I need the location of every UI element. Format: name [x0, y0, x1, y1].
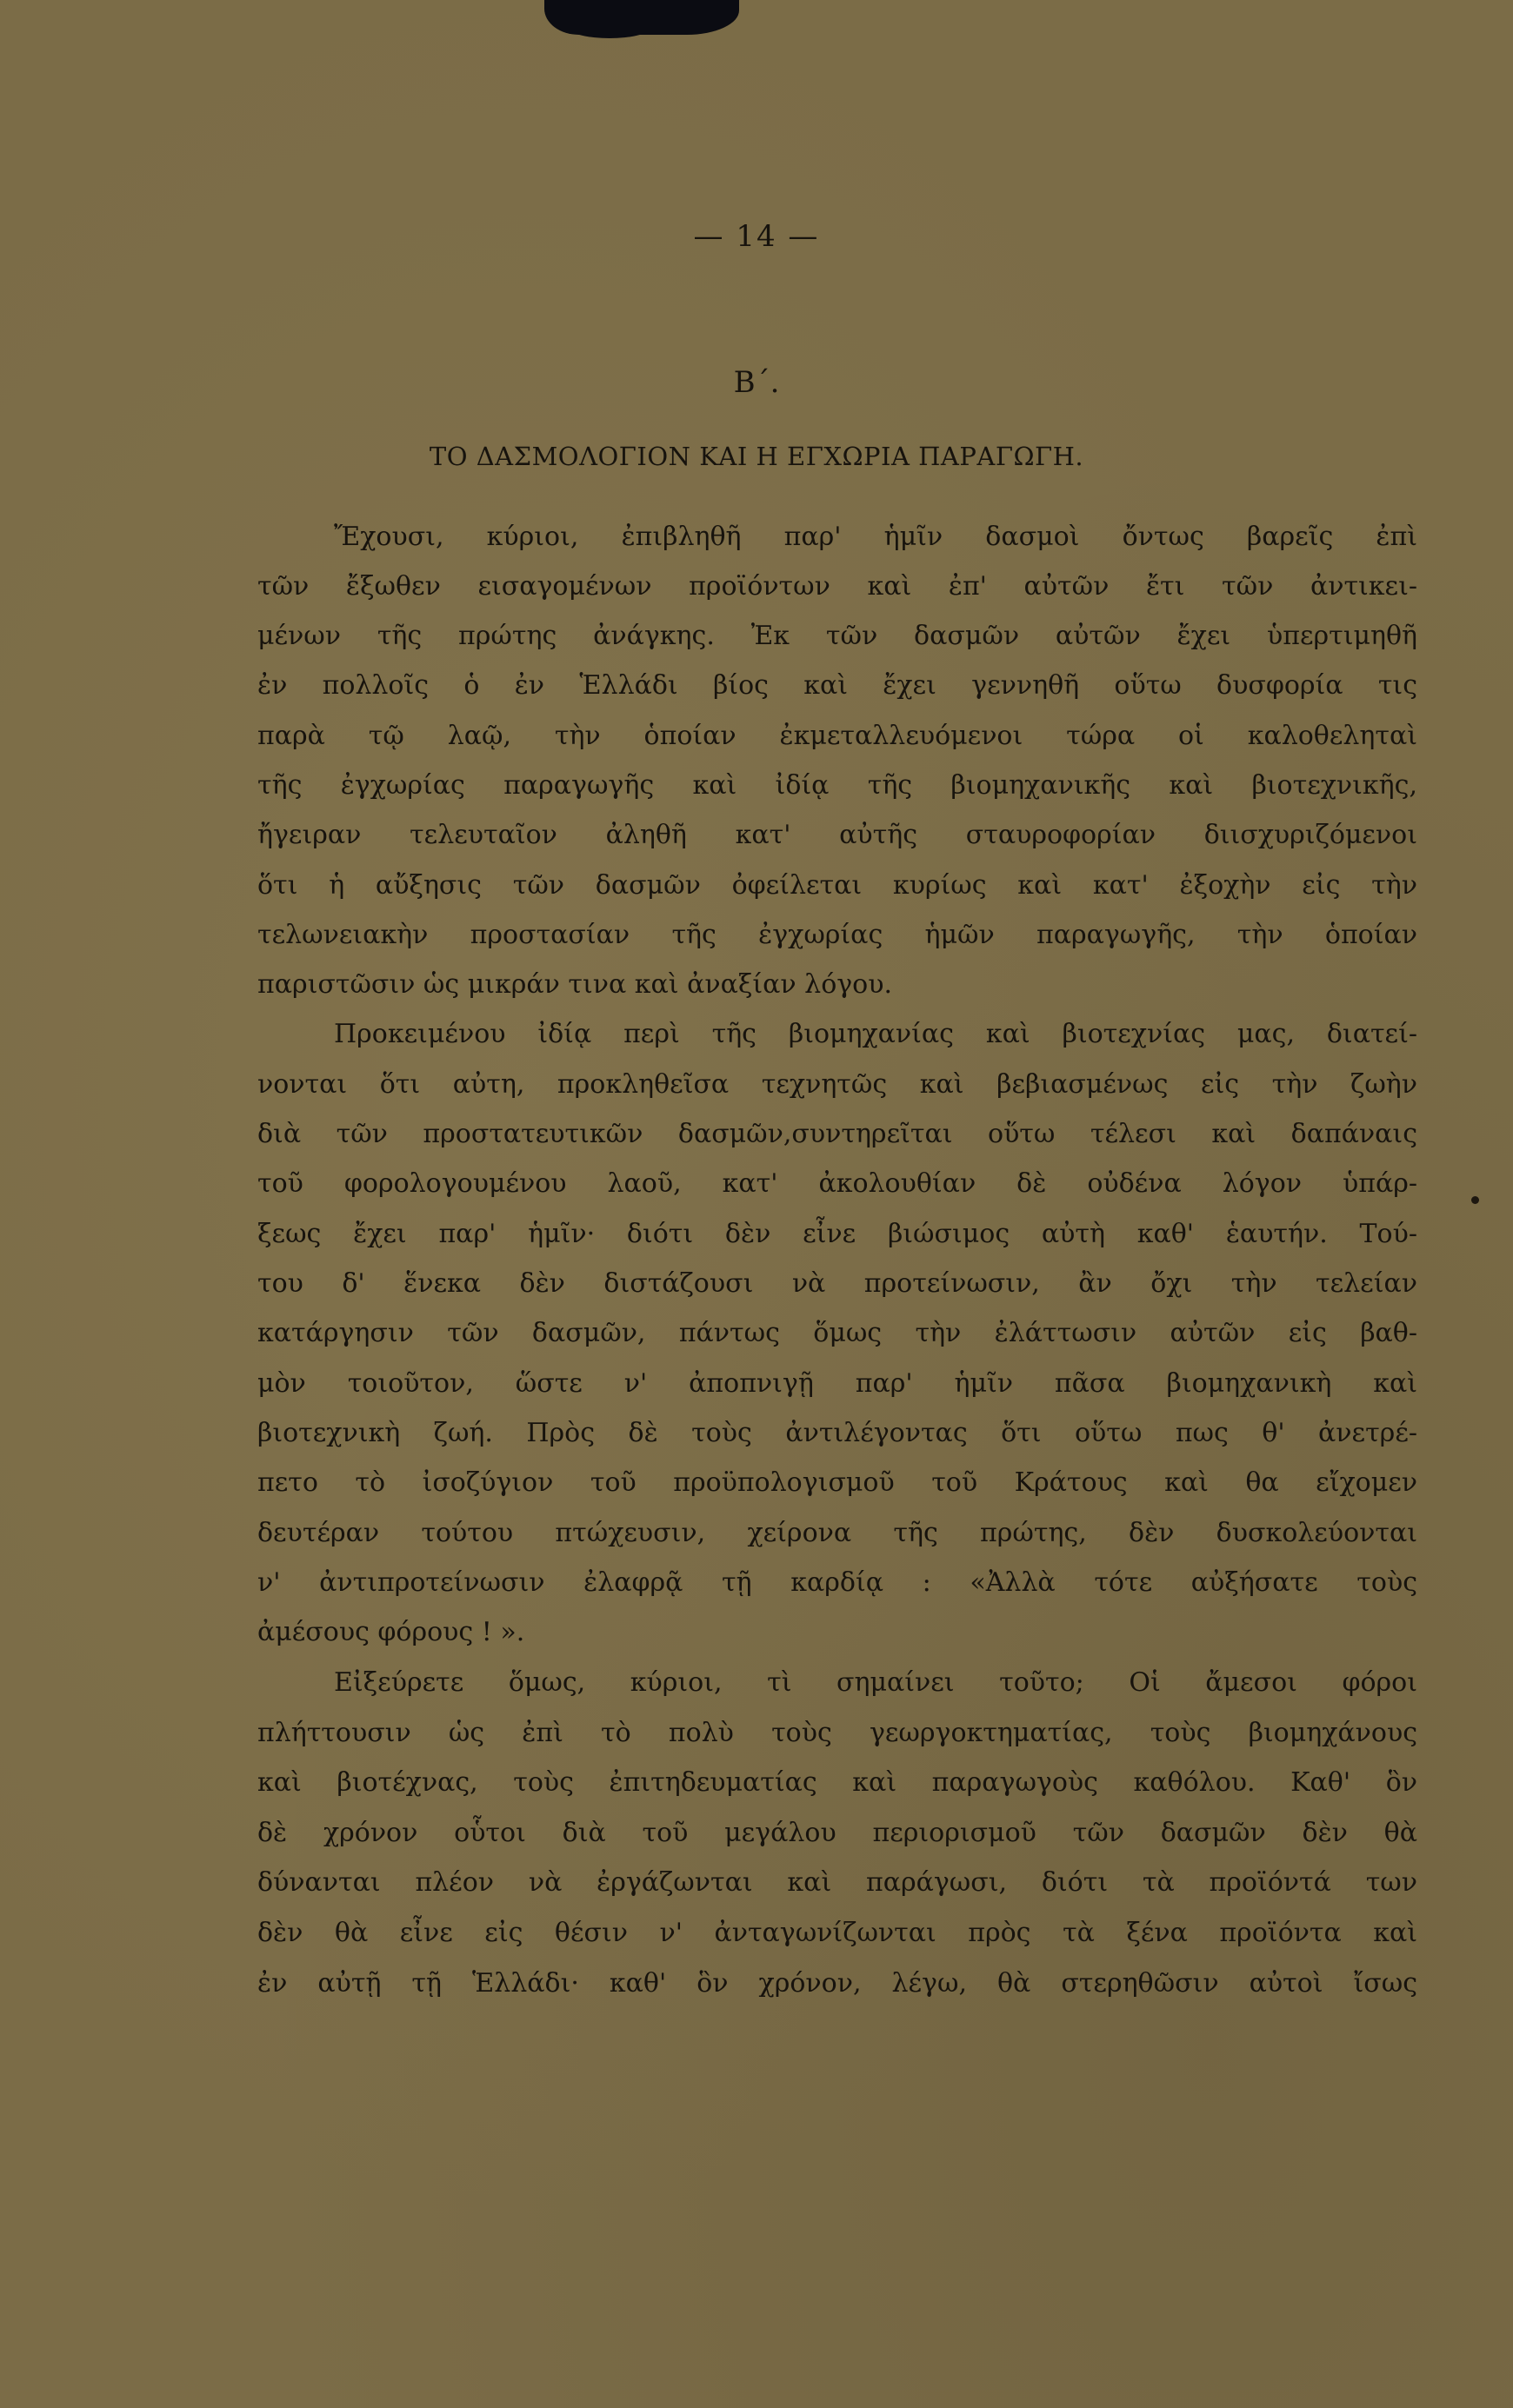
- page-number: — 14 —: [693, 219, 820, 254]
- text-line: δύνανται πλέον νὰ ἐργάζωνται καὶ παράγωσι, διότι τὰ προϊόντά των: [257, 1867, 1417, 1898]
- text-line: ἐν αὐτῇ τῇ Ἑλλάδι· καθ' ὃν χρόνον, λέγω, θὰ στερηθῶσιν αὐτοὶ ἴσως: [257, 1968, 1417, 1999]
- text-line: πλήττουσιν ὡς ἐπὶ τὸ πολὺ τοὺς γεωργοκτηματίας, τοὺς βιομηχάνους: [257, 1718, 1417, 1748]
- text-line: ἀμέσους φόρους ! ».: [257, 1617, 525, 1647]
- text-line: Προκειμένου ἰδίᾳ περὶ τῆς βιομηχανίας καὶ βιοτεχνίας μας, διατεί-: [334, 1019, 1417, 1049]
- page-hole-damage: [544, 0, 739, 35]
- text-line: τῆς ἐγχωρίας παραγωγῆς καὶ ἰδίᾳ τῆς βιομηχανικῆς καὶ βιοτεχνικῆς,: [257, 770, 1417, 801]
- section-number: Β΄.: [733, 365, 780, 400]
- text-line: τῶν ἔξωθεν εισαγομένων προϊόντων καὶ ἐπ' αὐτῶν ἔτι τῶν ἀντικει-: [257, 571, 1417, 602]
- text-line: κατάργησιν τῶν δασμῶν, πάντως ὅμως τὴν ἐλάττωσιν αὐτῶν εἰς βαθ-: [257, 1318, 1417, 1348]
- text-line: παριστῶσιν ὡς μικράν τινα καὶ ἀναξίαν λόγου.: [257, 969, 893, 1000]
- text-line: δὲ χρόνον οὗτοι διὰ τοῦ μεγάλου περιορισμοῦ τῶν δασμῶν δὲν θὰ: [257, 1818, 1417, 1848]
- text-line: ν' ἀντιπροτείνωσιν ἐλαφρᾷ τῇ καρδίᾳ : «Ἀλλὰ τότε αὐξήσατε τοὺς: [257, 1567, 1417, 1598]
- text-line: τελωνειακὴν προστασίαν τῆς ἐγχωρίας ἡμῶν παραγωγῆς, τὴν ὁποίαν: [257, 920, 1417, 950]
- chapter-title: ΤΟ ΔΑΣΜΟΛΟΓΙΟΝ ΚΑΙ Η ΕΓΧΩΡΙΑ ΠΑΡΑΓΩΓΗ.: [429, 442, 1084, 471]
- text-line: τοῦ φορολογουμένου λαοῦ, κατ' ἀκολουθίαν δὲ οὐδένα λόγον ὑπάρ-: [257, 1168, 1417, 1199]
- text-line: ὅτι ἡ αὔξησις τῶν δασμῶν ὀφείλεται κυρίως καὶ κατ' ἐξοχὴν εἰς τὴν: [257, 870, 1417, 901]
- text-line: παρὰ τῷ λαῷ, τὴν ὁποίαν ἐκμεταλλευόμενοι τώρα οἱ καλοθεληταὶ: [257, 721, 1417, 751]
- text-line: νονται ὅτι αὐτη, προκληθεῖσα τεχνητῶς καὶ βεβιασμένως εἰς τὴν ζωὴν: [257, 1069, 1417, 1100]
- text-line: Εἰξεύρετε ὅμως, κύριοι, τὶ σημαίνει τοῦτο; Οἱ ἄμεσοι φόροι: [334, 1667, 1417, 1698]
- text-line: Ἔχουσι, κύριοι, ἐπιβληθῆ παρ' ἡμῖν δασμοὶ ὄντως βαρεῖς ἐπὶ: [334, 522, 1417, 552]
- text-line: πετο τὸ ἰσοζύγιον τοῦ προϋπολογισμοῦ τοῦ Κράτους καὶ θα εἴχομεν: [257, 1467, 1417, 1498]
- text-line: βιοτεχνικὴ ζωή. Πρὸς δὲ τοὺς ἀντιλέγοντας ὅτι οὕτω πως θ' ἀνετρέ-: [257, 1418, 1417, 1448]
- text-line: ξεως ἔχει παρ' ἡμῖν· διότι δὲν εἶνε βιώσιμος αὐτὴ καθ' ἑαυτήν. Τού-: [257, 1219, 1417, 1249]
- text-line: καὶ βιοτέχνας, τοὺς ἐπιτηδευματίας καὶ παραγωγοὺς καθόλου. Καθ' ὃν: [257, 1767, 1417, 1798]
- text-line: μὸν τοιοῦτον, ὥστε ν' ἀποπνιγῇ παρ' ἡμῖν πᾶσα βιομηχανικὴ καὶ: [257, 1368, 1417, 1399]
- text-line: ἤγειραν τελευταῖον ἀληθῆ κατ' αὐτῆς σταυροφορίαν διισχυριζόμενοι: [257, 820, 1417, 850]
- text-line: διὰ τῶν προστατευτικῶν δασμῶν,συντηρεῖται οὕτω τέλεσι καὶ δαπάναις: [257, 1119, 1417, 1149]
- text-line: μένων τῆς πρώτης ἀνάγκης. Ἐκ τῶν δασμῶν αὐτῶν ἔχει ὑπερτιμηθῆ: [257, 621, 1417, 651]
- text-line: ἐν πολλοῖς ὁ ἐν Ἑλλάδι βίος καὶ ἔχει γεννηθῆ οὕτω δυσφορία τις: [257, 670, 1417, 701]
- text-line: του δ' ἕνεκα δὲν διστάζουσι νὰ προτείνωσιν, ἂν ὄχι τὴν τελείαν: [257, 1268, 1417, 1299]
- text-line: δὲν θὰ εἶνε εἰς θέσιν ν' ἀνταγωνίζωνται πρὸς τὰ ξένα προϊόντα καὶ: [257, 1918, 1417, 1948]
- ink-speck: [1471, 1196, 1479, 1204]
- text-line: δευτέραν τούτου πτώχευσιν, χείρονα τῆς πρώτης, δὲν δυσκολεύονται: [257, 1518, 1417, 1548]
